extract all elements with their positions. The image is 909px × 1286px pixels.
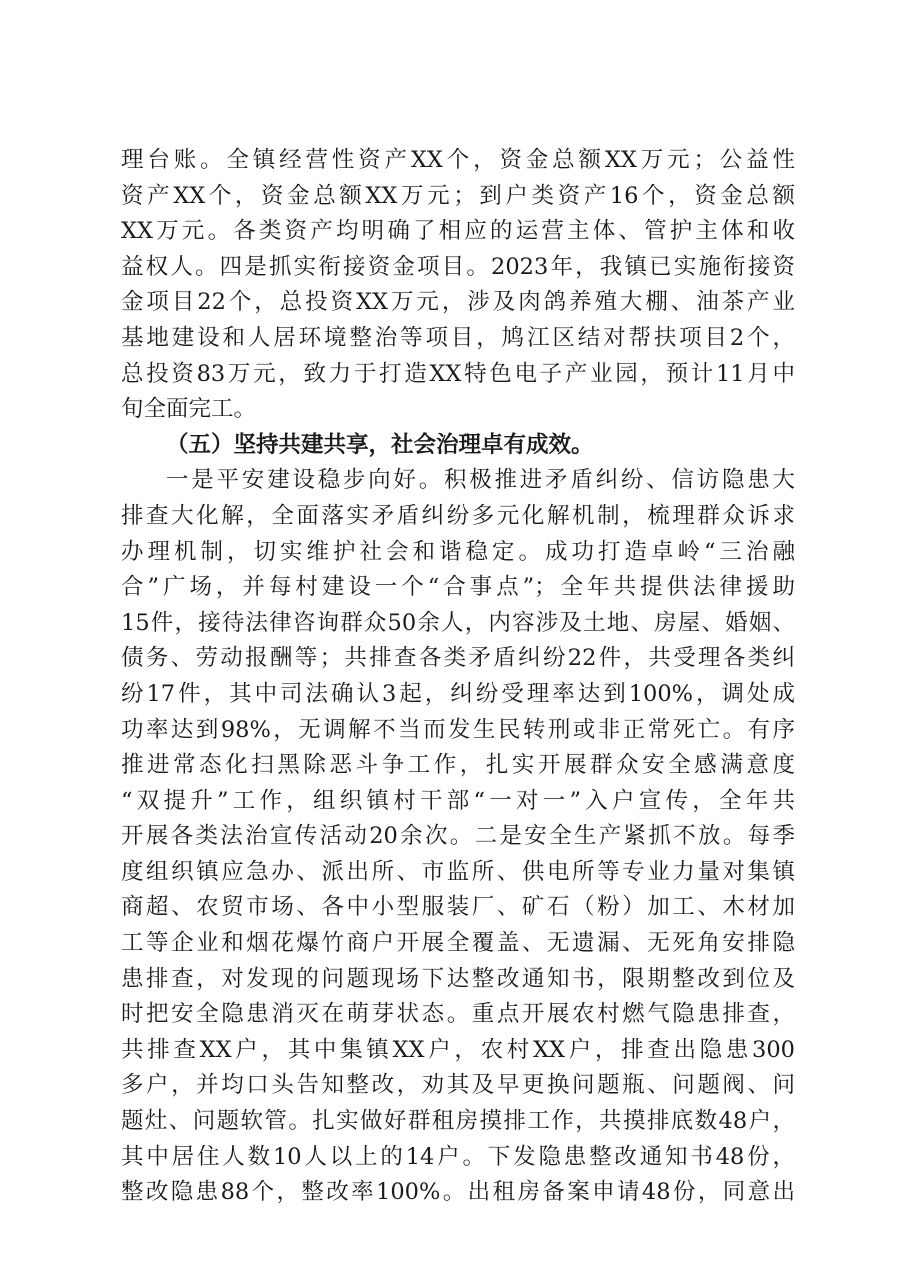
- text-line: 功率达到98%，无调解不当而发生民转刑或非正常死亡。有序: [121, 716, 795, 743]
- text-line: 理台账。全镇经营性资产XX个，资金总额XX万元；公益性: [121, 147, 795, 173]
- text-line: 益权人。四是抓实衔接资金项目。2023年，我镇已实施衔接资: [121, 253, 795, 280]
- paragraph-asset-management: [121, 143, 795, 428]
- text-line: 一是平安建设稳步向好。积极推进矛盾纠纷、信访隐患大: [166, 467, 795, 494]
- text-line: 开展各类法治宣传活动20余次。二是安全生产紧抓不放。每季: [121, 823, 795, 850]
- text-line: 推进常态化扫黑除恶斗争工作，扎实开展群众安全感满意度: [121, 752, 795, 779]
- text-line: 排查大化解，全面落实矛盾纠纷多元化解机制，梳理群众诉求: [121, 502, 795, 529]
- text-line: 金项目22个，总投资XX万元，涉及肉鸽养殖大棚、油茶产业: [121, 289, 795, 316]
- text-line: 商超、农贸市场、各中小型服装厂、矿石（粉）加工、木材加: [121, 894, 795, 921]
- text-line: 总投资83万元，致力于打造XX特色电子产业园，预计11月中: [121, 360, 795, 387]
- text-line: 纷17件，其中司法确认3起，纠纷受理率达到100%，调处成: [121, 680, 795, 707]
- text-line: 共排查XX户，其中集镇XX户，农村XX户，排查出隐患300: [121, 1036, 795, 1063]
- text-line: 基地建设和人居环境整治等项目，鸠江区结对帮扶项目2个，: [121, 324, 795, 351]
- text-line: 整改隐患88个，整改率100%。出租房备案申请48份，同意出: [121, 1179, 795, 1206]
- text-line: 资产XX个，资金总额XX万元；到户类资产16个，资金总额: [121, 182, 795, 209]
- text-line: “双提升”工作，组织镇村干部“一对一”入户宣传，全年共: [121, 787, 795, 814]
- text-line: 度组织镇应急办、派出所、市监所、供电所等专业力量对集镇: [121, 858, 795, 885]
- text-line: 其中居住人数10人以上的14户。下发隐患整改通知书48份，: [121, 1143, 795, 1170]
- text-line: 题灶、问题软管。扎实做好群租房摸排工作，共摸排底数48户，: [121, 1108, 795, 1135]
- text-line: 办理机制，切实维护社会和谐稳定。成功打造卓岭“三治融: [121, 538, 795, 565]
- text-line: 多户，并均口头告知整改，劝其及早更换问题瓶、问题阀、问: [121, 1072, 795, 1099]
- text-line: XX万元。各类资产均明确了相应的运营主体、管护主体和收: [121, 218, 795, 245]
- text-line: 15件，接待法律咨询群众50余人，内容涉及土地、房屋、婚姻、: [121, 609, 795, 636]
- text-line: 工等企业和烟花爆竹商户开展全覆盖、无遗漏、无死角安排隐: [121, 930, 795, 957]
- document-body: [121, 143, 795, 1211]
- text-line: 旬全面完工。: [121, 396, 257, 423]
- text-line: 合”广场，并每村建设一个“合事点”；全年共提供法律援助: [121, 574, 795, 601]
- paragraph-social-governance: [121, 463, 795, 1210]
- text-line: 时把安全隐患消灭在萌芽状态。重点开展农村燃气隐患排查，: [121, 1001, 795, 1028]
- section-heading: （五）坚持共建共享，社会治理卓有成效。: [166, 431, 594, 458]
- text-line: 患排查，对发现的问题现场下达整改通知书，限期整改到位及: [121, 965, 795, 992]
- text-line: 债务、劳动报酬等；共排查各类矛盾纠纷22件，共受理各类纠: [121, 645, 795, 672]
